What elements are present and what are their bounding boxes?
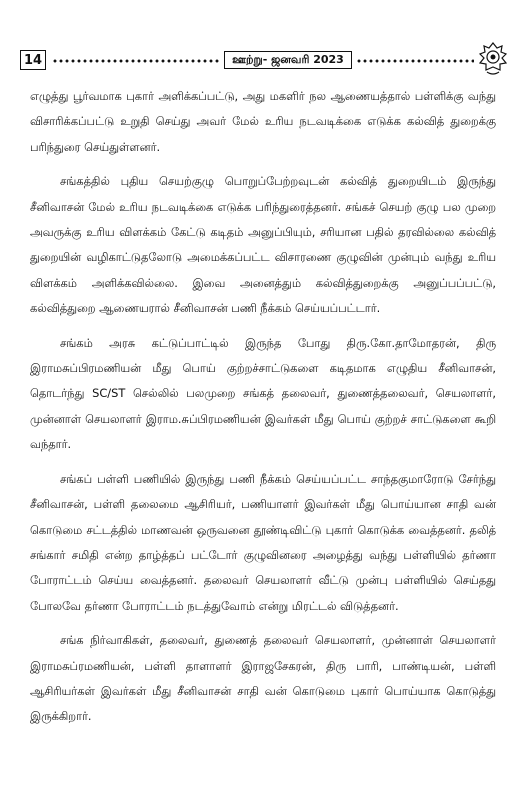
emblem-icon <box>478 42 508 76</box>
article-body <box>30 84 496 739</box>
paragraph: சங்கம் அரசு கட்டுப்பாட்டில் இருந்த போது திரு.கோ.தாமோதரன், திரு இராமசுப்பிரமணியன் மீது பொய் குற்றச்சாட்டுகளை கடிதமாக எழுதிய சீனிவாசன், தொடர்ந்து SC/ST செல்லில் பலமுறை சங்கத் தலைவர், துணைத்தலைவர், செயலாளர், முன்னாள் செயலாளர் இராம.சுப்பிரமணியன் இவர்கள் மீது பொய் குற்றச் சாட்டுகளை கூறி வந்தார். <box>30 335 496 452</box>
page-number: 14 <box>20 50 46 70</box>
paragraph: எழுத்து பூர்வமாக புகார் அளிக்கப்பட்டு, அது மகளிர் நல ஆணையத்தால் பள்ளிக்கு வந்து விசாரிக்கப்பட்டு உறுதி செய்து அவர் மேல் உரிய நடவடிக்கை எடுக்க கல்வித் துறைக்கு பரிந்துரை செய்துள்ளனர். <box>30 89 496 154</box>
issue-title: ஊற்று- ஜனவரி 2023 <box>224 51 352 69</box>
paragraph: சங்க நிர்வாகிகள், தலைவர், துணைத் தலைவர் செயலாளர், முன்னாள் செயலாளர் இராமசுப்ரமணியன், பள்ளி தாளாளர் இராஜசேகரன், திரு பாரி, பாண்டியன், பள்ளி ஆசிரியர்கள் இவர்கள் மீது சீனிவாசன் சாதி வன் கொடுமை புகார் பொய்யாக கொடுத்து இருக்கிறார். <box>30 633 496 724</box>
decorative-border-left <box>52 58 220 64</box>
decorative-border-right <box>356 58 474 64</box>
paragraph: சங்கப் பள்ளி பணியில் இருந்து பணி நீக்கம் செய்யப்பட்ட சாந்தகுமாரோடு சேர்ந்து சீனிவாசன், பள்ளி தலைமை ஆசிரியர், பணியாளர் இவர்கள் மீது பொய்யான சாதி வன் கொடுமை சட்டத்தில் மாணவன் ஒருவனை தூண்டிவிட்டு புகார் கொடுக்க வைத்தனர். தலித் சங்கார் சமிதி என்ற தாழ்த்தப் பட்டோர் குழுவினரை அழைத்து வந்து பள்ளியில் தர்ணா போராட்டம் செய்ய வைத்தனர். தலைவர் செயலாளர் வீட்டு முன்பு பள்ளியில் செய்தது போலவே தர்ணா போராட்டம் நடத்துவோம் என்று மிரட்டல் விடுத்தனர். <box>30 471 496 613</box>
page-header <box>20 50 504 72</box>
paragraph: சங்கத்தில் புதிய செயற்குழு பொறுப்பேற்றவுடன் கல்வித் துறையிடம் இருந்து சீனிவாசன் மேல் உரிய நடவடிக்கை எடுக்க பரிந்துரைத்தனர். சங்கச் செயற் குழு பல முறை அவருக்கு உரிய விளக்கம் கேட்டு கடிதம் அனுப்பியும், சரியான பதில் தரவில்லை கல்வித் துறையின் வழிகாட்டுதலோடு அமைக்கப்பட்ட விசாரணை குழுவின் முன்பும் வந்து உரிய விளக்கம் அளிக்கவில்லை. இவை அனைத்தும் கல்வித்துறைக்கு அனுப்பப்பட்டு, கல்வித்துறை ஆணையரால் சீனிவாசன் பணி நீக்கம் செய்யப்பட்டார். <box>30 174 496 316</box>
